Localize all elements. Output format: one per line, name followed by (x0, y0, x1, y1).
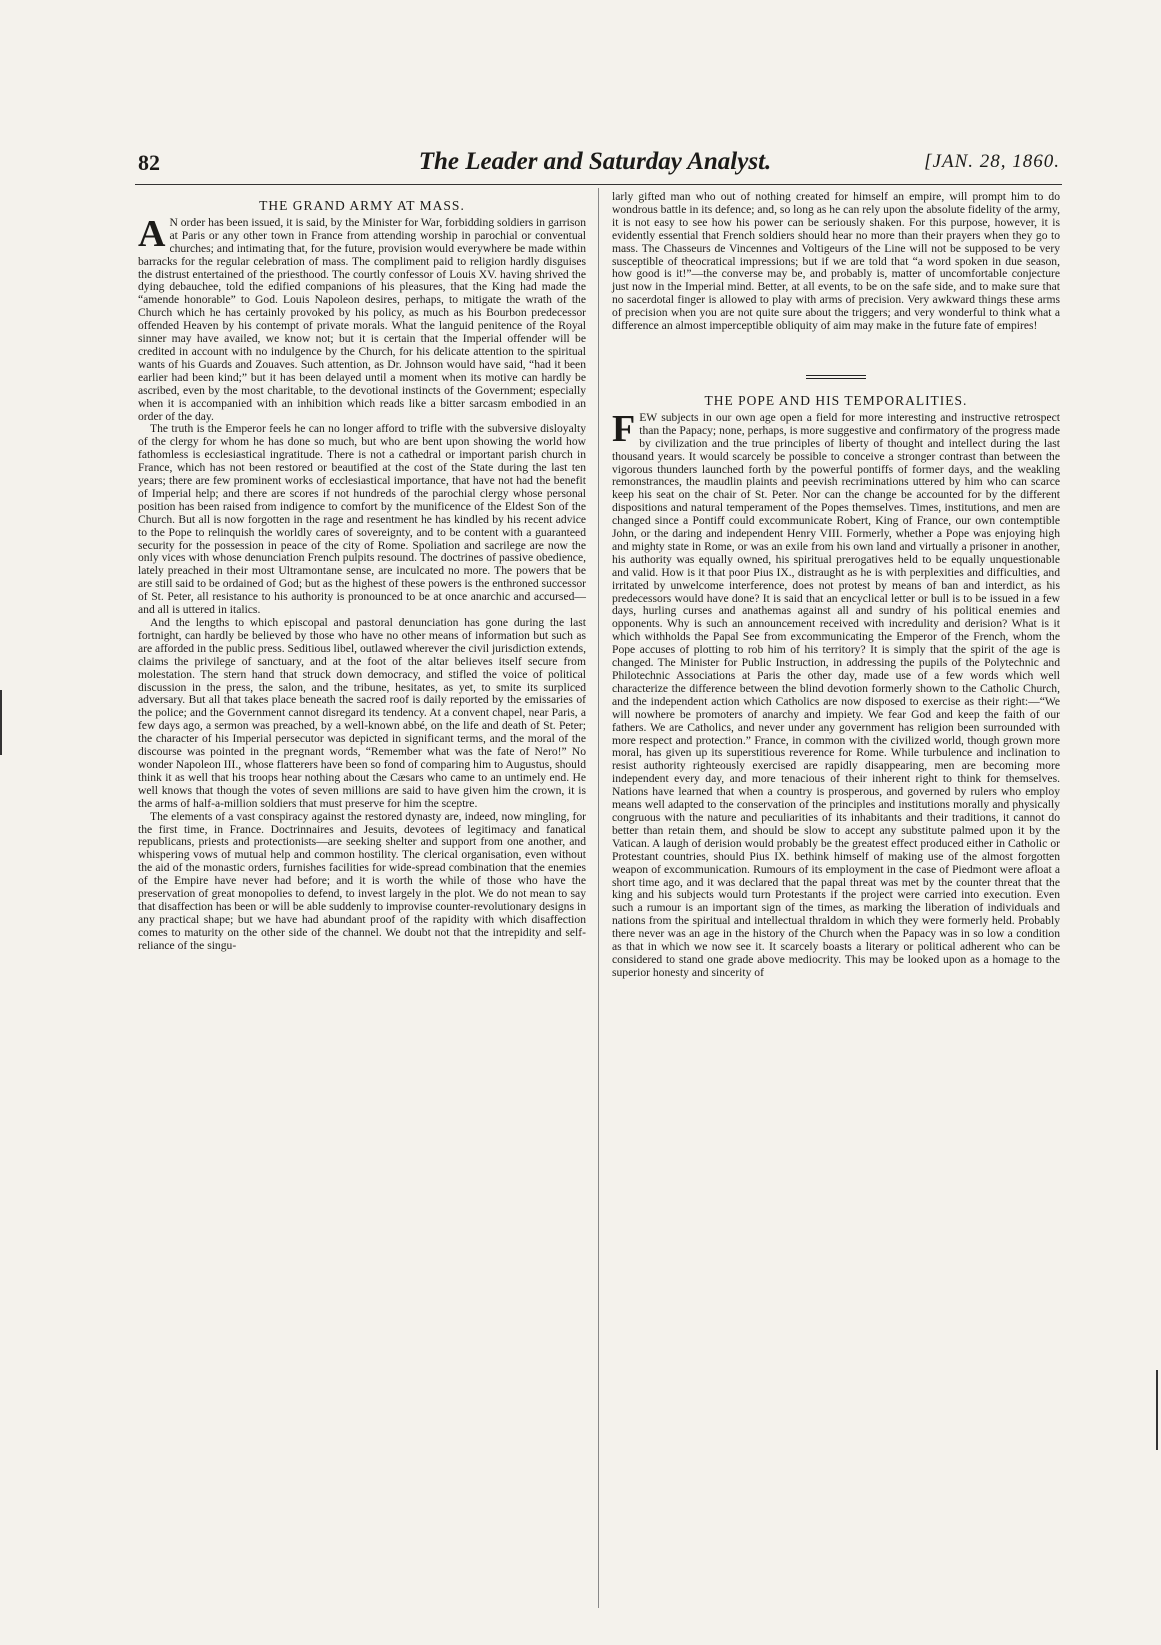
page-header (130, 150, 1060, 180)
header-rule (135, 184, 1062, 185)
article-paragraph: The elements of a vast conspiracy against the restored dynasty are, indeed, now mingling, for the first time, in France. Doctrinnaires and Jesuits, devotees of legitimacy and fanatical republicans, priests and protectionists—are seeking shelter and support from one another, and whispering vows of mutual help and common hostility. The clerical organisation, even without the aid of the monastic orders, furnishes facilities for wide-spread combination that the enemies of the Empire have never had before; and it is worth the while of those who have the preservation of great monopolies to defend, to invest largely in the plot. We do not mean to say that disaffection has been or will be able suddenly to improvise counter-revolutionary designs in any practical shape; but we have had abundant proof of the rapidity with which disaffection comes to maturity on the other side of the channel. We doubt not that the intrepidity and self-reliance of the singu- (138, 809, 586, 952)
paragraph-text: N order has been issued, it is said, by the Minister for War, forbidding soldiers in garrison at Paris or any other town in France from attending worship in parochial or conventual churches; and intimating that, for the future, provision would everywhere be made within barracks for the regular celebration of mass. The compliment paid to religion hardly disguises the distrust entertained of the priesthood. The courtly confessor of Louis XV. having shrived the dying debauchee, told the edified companions of his pleasures, that the King had made the “amende honorable” to God. Louis Napoleon desires, perhaps, to mitigate the wrath of the Church which he has certainly provoked by his policy, as much as his Bourbon predecessor offended Heaven by his contempt of private morals. What the languid penitence of the Royal sinner may have availed, we know not; but it is certain that the Imperial offender will be credited in account with no indulgence by the Church, for his delicate attention to the spiritual wants of his Guards and Zouaves. Such attention, as Dr. Johnson would have said, “had it been earlier had been kind;” but it has been delayed until a moment when its motive can hardly be ascribed, even by the most charitable, to the devotional instincts of the Government; especially when it is accompanied with an inhibition which reads like a bitter sarcasm embodied in an order of the day. (138, 215, 586, 423)
publication-title: The Leader and Saturday Analyst. (418, 148, 772, 175)
article-title: THE GRAND ARMY AT MASS. (259, 198, 465, 213)
article-paragraph (612, 407, 1060, 980)
article-paragraph: The truth is the Emperor feels he can no longer afford to trifle with the subversive disloyalty of the clergy for whom he has done so much, but who are bent upon showing the world how fathomless is ecclesiastical ingratitude. There is not a cathedral or important parish church in France, which has not been restored or beautified at the cost of the State during the last ten years; there are few prominent works of ecclesiastical importance, that have not had the benefit of Imperial help; and there are scores if not hundreds of the parochial clergy whose personal position has been raised from indigence to comfort by the munificence of the Eldest Son of the Church. But all is now forgotten in the rage and resentment he has kindled by his recent advice to the Pope to relinquish the worldly cares of sovereignty, and to be content with a guaranteed security for the possession in peace of the city of Rome. Spoliation and sacrilege are now the only vices with whose denunciation French pulpits resound. The doctrines of passive obedience, lately preached in their most Ultramontane sense, are inculcated no more. The powers that be are still said to be ordained of God; but as the highest of these powers is the enthroned successor of St. Peter, all resistance to his authority is pronounced to be at once anarchic and accursed—and all is uttered in italics. (138, 422, 586, 617)
section-divider (806, 375, 866, 379)
article-grand-army (138, 200, 586, 953)
drop-cap: F (612, 407, 636, 450)
right-column (612, 191, 1060, 980)
article-title: THE POPE AND HIS TEMPORALITIES. (704, 392, 968, 408)
left-column (138, 198, 586, 953)
article-grand-army-continued (612, 191, 1060, 333)
paragraph-text: EW subjects in our own age open a field for more interesting and instructive retrospect than the Papacy; none, perhaps, is more suggestive and confirmatory of the progress made by civilization and the true principles of liberty of thought and intellect during the last thousand years. It would scarcely be possible to conceive a stronger contrast than between the vigorous thunders launched forth by the powerful pontiffs of former days, and the weakling remonstrances, the maudlin plaints and peevish recriminations uttered by him who can scarce keep his seat on the chair of St. Peter. Nor can the change be accounted for by the different dispositions and natural temperament of the Popes themselves. Times, institutions, and men are changed since a Pontiff could excommunicate Robert, King of France, our own contemptible John, or the daring and independent Henry VIII. Formerly, whether a Pope was enjoying high and mighty state in Rome, or was an exile from his own land and virtually a prisoner in another, his authority was equally owned, his spiritual prerogatives held to be equally unquestionable and valid. How is it that poor Pius IX., distraught as he is with perplexities and difficulties, and irritated by unwelcome interference, does not protest by means of ban and interdict, as his predecessors would have done? It is said that an encyclical letter or bull is to be issued in a few days, hurling curses and anathemas against all and sundry of his political enemies and opponents. Why is such an announcement received with incredulity and derision? What is it which withholds the Papal See from excommunicating the Emperor of the French, whom the Pope accuses of plotting to rob him of his territory? It is simply that the spirit of the age is changed. The Minister for Public Instruction, in addressing the pupils of the Polytechnic and Philotechnic Associations at Paris the other day, made use of a few words which well characterize the difference between the blind devotion formerly shown to the Catholic Church, and the independent action which Catholics are now disposed to exercise as their right:—“We will nowhere be promoters of anarchy and impiety. We fear God and keep the faith of our fathers. We are Catholics, and never under any government has religion been surrounded with more respect and protection.” France, in common with the civilized world, though grown more moral, has given up its superstitious reverence for Rome. While turbulence and inclination to resist authority righteously exercised are rapidly disappearing, men are becoming more independent every day, and more tenacious of their inherent right to think for themselves. Nations have learned that when a country is prosperous, and governed by rulers who employ means well adapted to the conservation of the principles and institutions morally and physically congruous with the nature and peculiarities of its inhabitants and their traditions, it cannot do better than retain them, and should be slow to accept any substitute palmed upon it by the Vatican. A laugh of derision would probably be the greatest effect produced either in Catholic or Protestant countries, should Pius IX. bethink himself of making use of the almost forgotten weapon of excommunication. Rumours of its employment in the case of Piedmont were afloat a short time ago, and it was declared that the papal threat was met by the counter threat that the king and his subjects would turn Protestants if the project were carried into execution. Even such a rumour is an important sign of the times, as marking the liberation of individuals and nations from the spiritual and intellectual thraldom in which they were formerly held. Probably there never was an age in the history of the Church when the Papacy was in so low a condition as that in which we now see it. It scarcely boasts a literary or political adherent who can be considered to stand one grade above mediocrity. This may be looked upon as a homage to the superior honesty and sincerity of (612, 410, 1060, 979)
page-number: 82 (138, 150, 160, 175)
column-rule (598, 188, 599, 1608)
article-paragraph (138, 212, 586, 424)
scan-edge-mark (0, 690, 2, 755)
issue-date: [JAN. 28, 1860. (924, 151, 1060, 172)
article-paragraph: And the lengths to which episcopal and pastoral denunciation has gone during the last fortnight, can hardly be believed by those who have no other means of information but such as are afforded in the public press. Seditious libel, outlawed wherever the civil jurisdiction extends, claims the privilege of sanctuary, and at the foot of the altar believes itself secure from molestation. The stern hand that struck down democracy, and stifled the voice of political discussion in the press, the salon, and the tribune, hesitates, as yet, to smite its surpliced adversary. But all that takes place beneath the sacred roof is daily reported by the emissaries of the police; and the Government cannot disregard its tendency. At a convent chapel, near Paris, a few days ago, a sermon was preached, by a well-known abbé, on the life and death of St. Peter; the character of his Imperial persecutor was depicted in significant terms, and the moral of the discourse was pointed in the pregnant words, “Remember what was the fate of Nero!” No wonder Napoleon III., whose flatterers have been so fond of comparing him to Augustus, should think it as well that his troops hear nothing about the Cæsars who came to an untimely end. He well knows that though the votes of seven millions are said to have given him the crown, it is the arms of half-a-million soldiers that must preserve for him the sceptre. (138, 616, 586, 810)
article-pope-temporalities (612, 392, 1060, 980)
drop-cap: A (138, 212, 166, 255)
scan-edge-mark (1156, 1370, 1158, 1450)
article-paragraph: larly gifted man who out of nothing created for himself an empire, will prompt him to do wondrous battle in its defence; and, so long as he can rely upon the absolute fidelity of the army, it is not easy to see how his power can be seriously shaken. For this purpose, however, it is evidently essential that French soldiers should hear no more than their prayers when they go to mass. The Chasseurs de Vincennes and Voltigeurs of the Line will not be supposed to be very susceptible of theocratical impressions; but if we are told that “a word spoken in due season, how good is it!”—the converse may be, and probably is, matter of uncomfortable conjecture just now in the Imperial mind. Better, at all events, to be on the safe side, and to make sure that no sacerdotal finger is allowed to play with arms of precision. Very awkward things these arms of precision when you are not quite sure about the triggers; and very wonderful to think what a difference an almost imperceptible obliquity of aim may make in the future fate of empires! (612, 190, 1060, 333)
